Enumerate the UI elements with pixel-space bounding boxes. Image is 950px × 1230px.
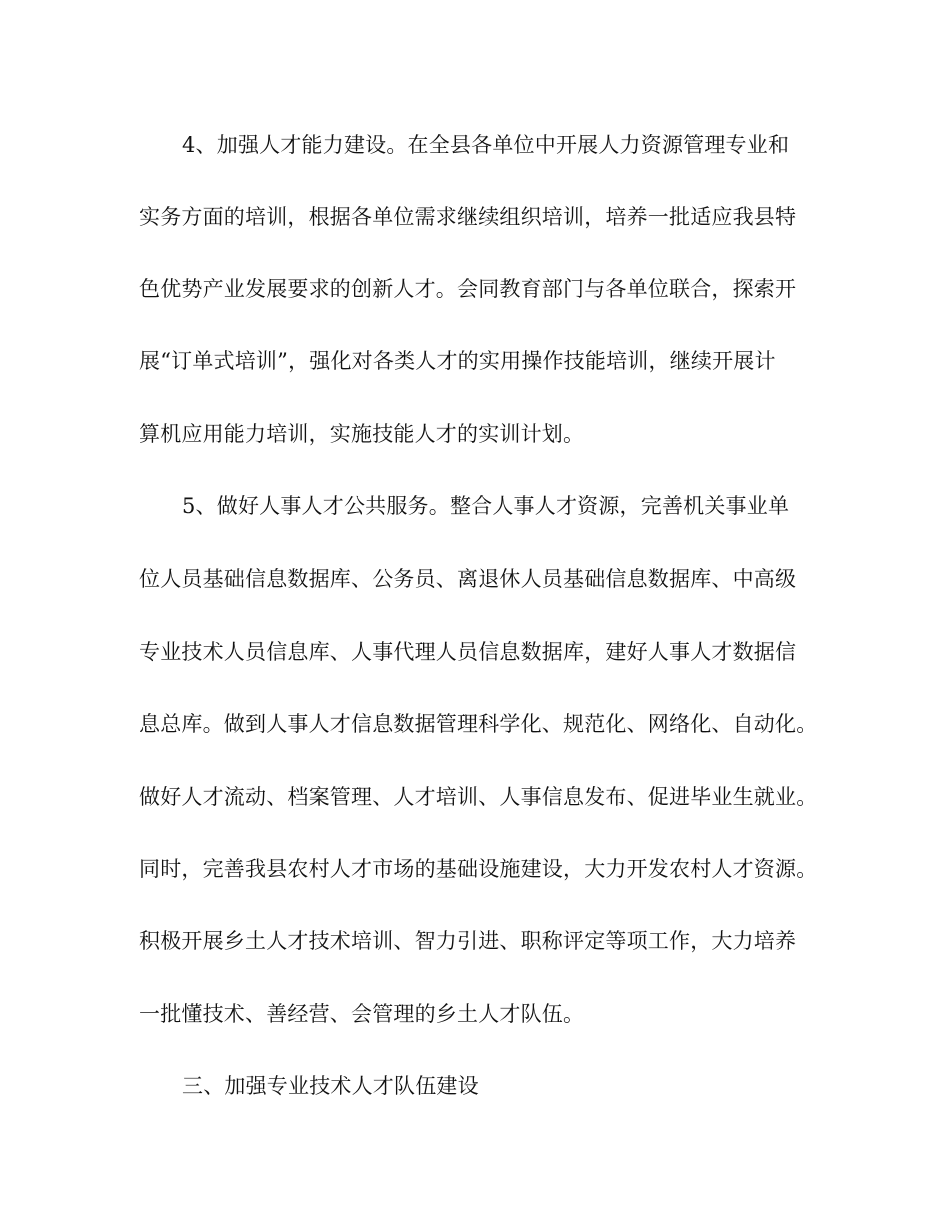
paragraph-5-line-3: 专业技术人员信息库、人事代理人员信息数据库，建好人事人才数据信	[139, 640, 797, 664]
paragraph-5-line-8: 一批懂技术、善经营、会管理的乡土人才队伍。	[139, 1002, 585, 1026]
paragraph-5-line-2: 位人员基础信息数据库、公务员、离退休人员基础信息数据库、中高级	[139, 567, 797, 591]
paragraph-5-line-6: 同时，完善我县农村人才市场的基础设施建设，大力开发农村人才资源。	[139, 857, 818, 881]
paragraph-5-line-5: 做好人才流动、档案管理、人才培训、人事信息发布、促进毕业生就业。	[139, 785, 818, 809]
paragraph-4-line-4: 展“订单式培训”，强化对各类人才的实用操作技能培训，继续开展计	[139, 349, 776, 373]
paragraph-5-line-7: 积极开展乡土人才技术培训、智力引进、职称评定等项工作，大力培养	[139, 929, 797, 953]
paragraph-4-line-3: 色优势产业发展要求的创新人才。会同教育部门与各单位联合，探索开	[139, 277, 797, 301]
paragraph-4-line-5: 算机应用能力培训，实施技能人才的实训计划。	[139, 422, 585, 446]
paragraph-4-line-1: 4、加强人才能力建设。在全县各单位中开展人力资源管理专业和	[182, 133, 790, 157]
paragraph-5-line-4: 息总库。做到人事人才信息数据管理科学化、规范化、网络化、自动化。	[139, 712, 818, 736]
paragraph-5-line-1: 5、做好人事人才公共服务。整合人事人才资源，完善机关事业单	[182, 494, 790, 518]
section-heading: 三、加强专业技术人才队伍建设	[182, 1074, 479, 1098]
paragraph-4-line-2: 实务方面的培训，根据各单位需求继续组织培训，培养一批适应我县特	[139, 205, 797, 229]
